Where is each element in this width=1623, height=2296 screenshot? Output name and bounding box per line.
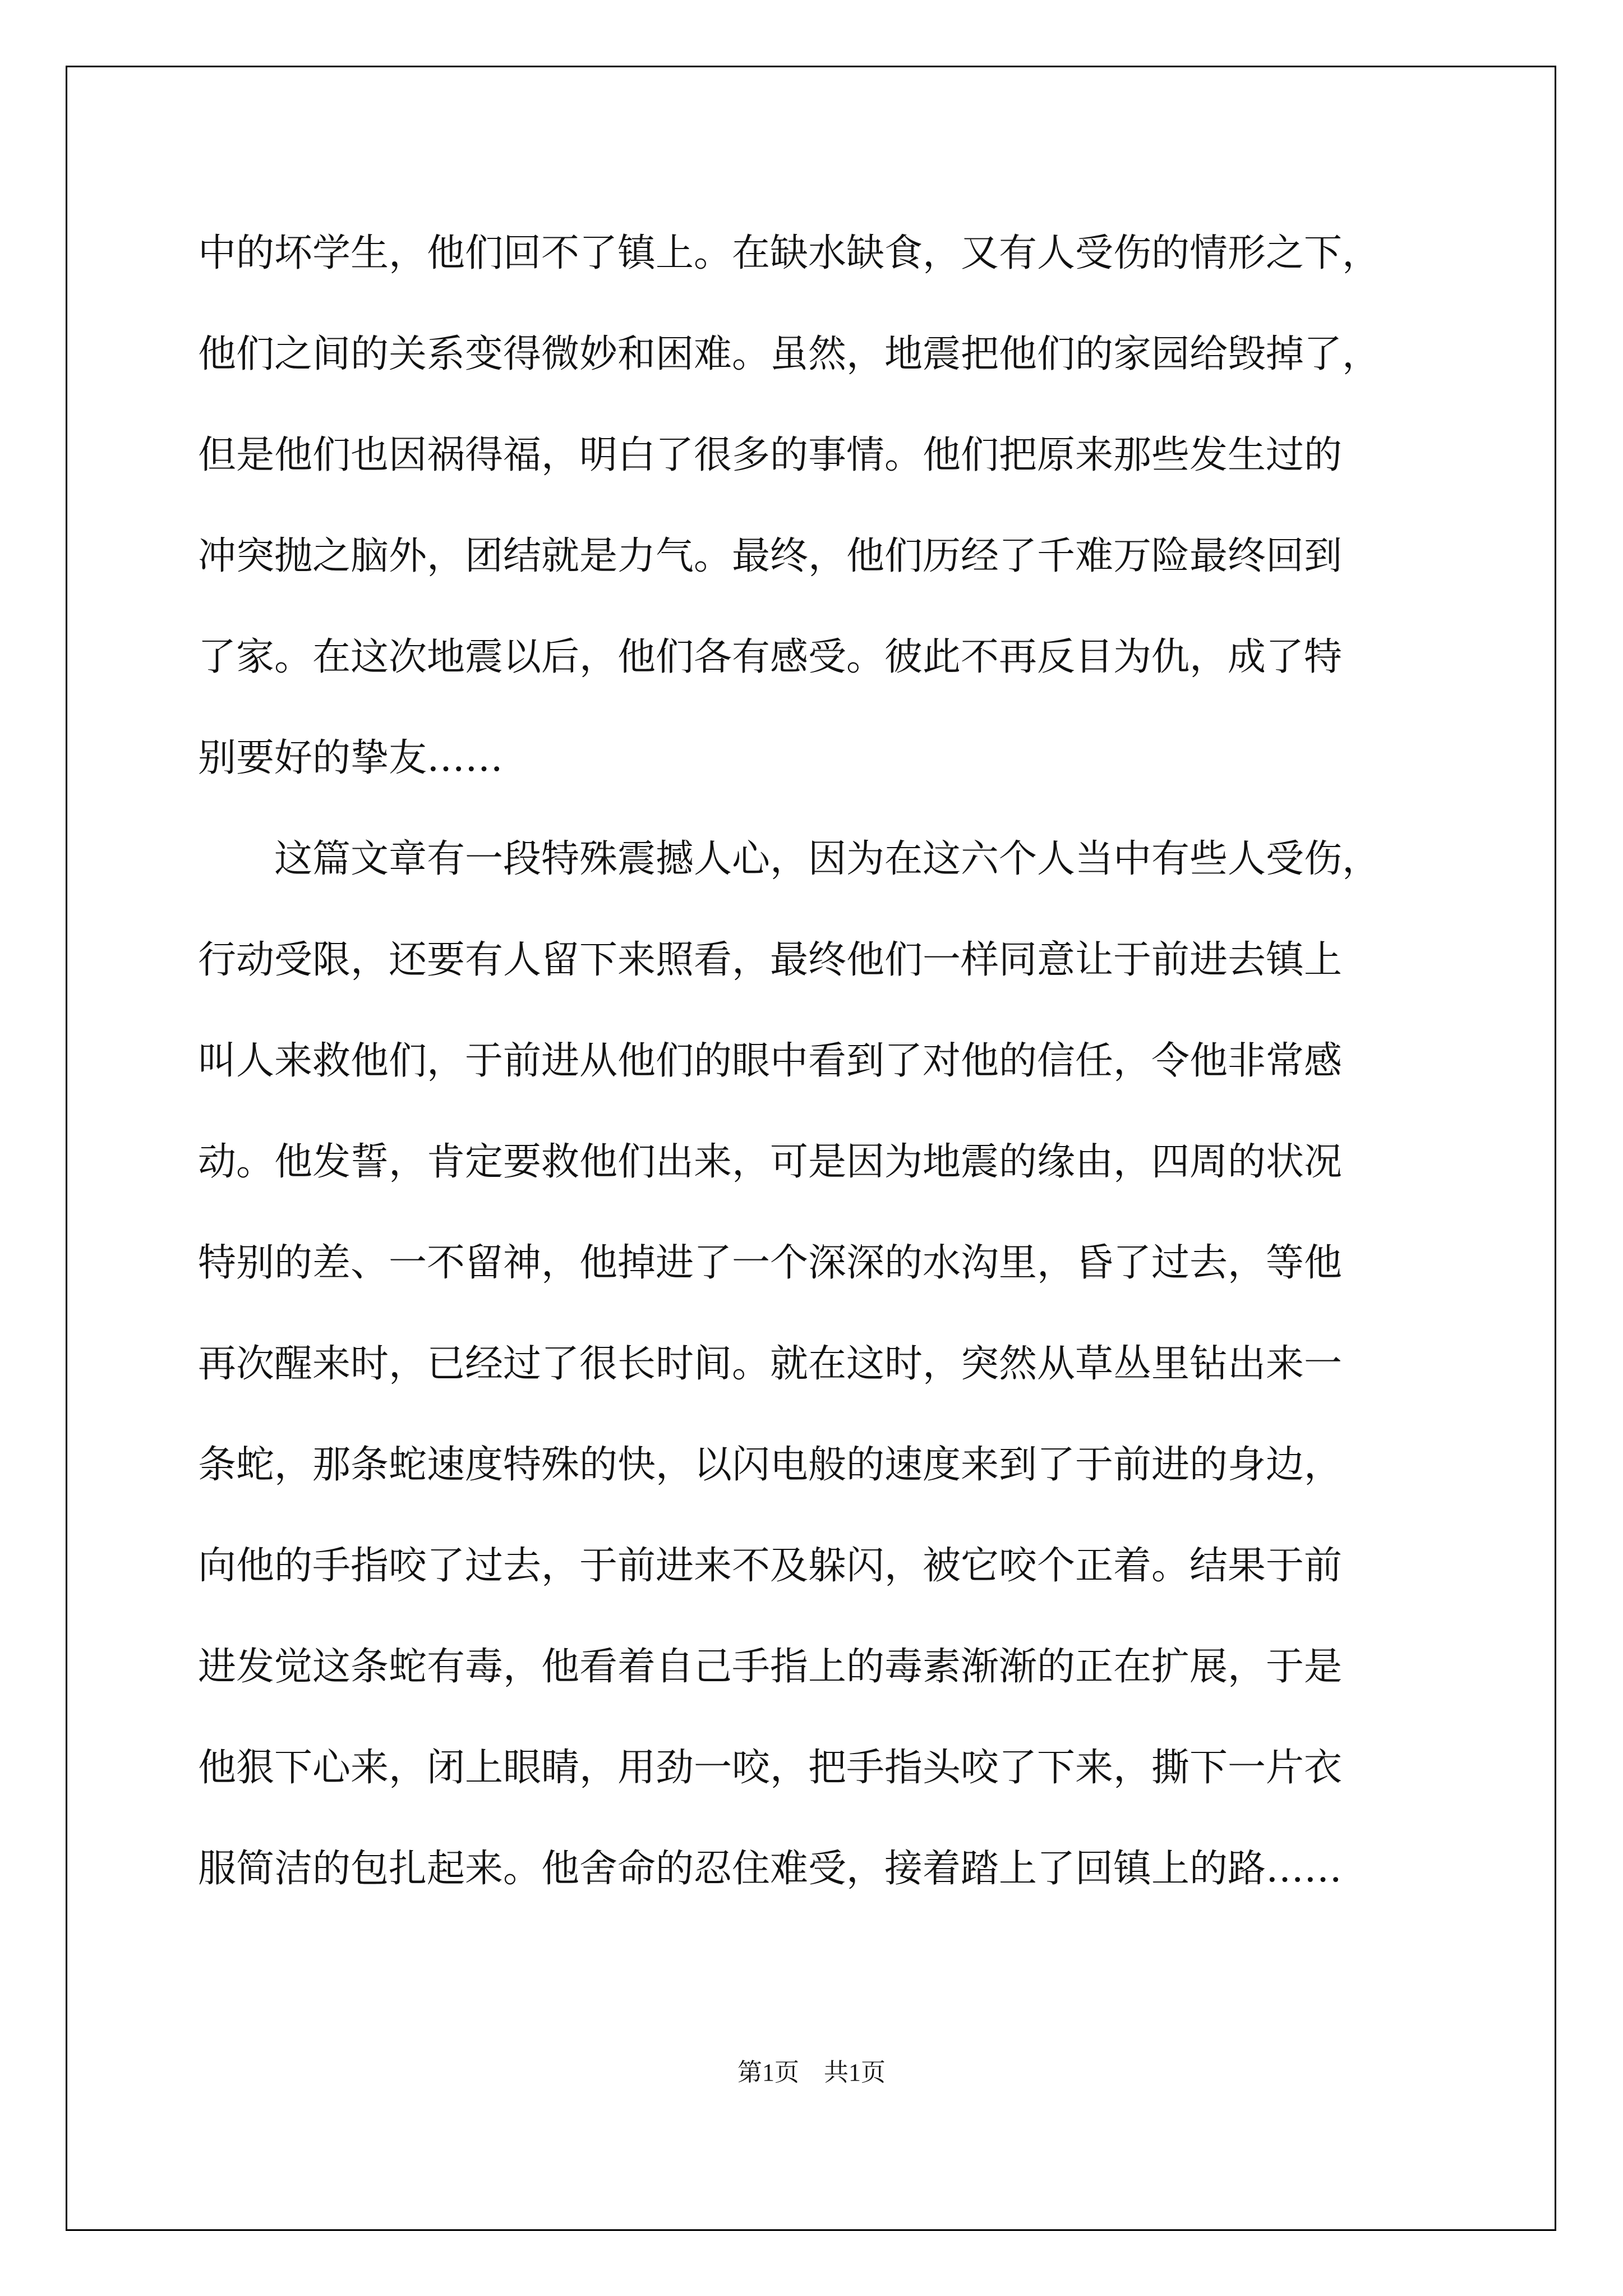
text-line: 进发觉这条蛇有毒，他看着自己手指上的毒素渐渐的正在扩展，于是 — [198, 1645, 1343, 1689]
text-line: 特别的差、一不留神，他掉进了一个深深的水沟里，昏了过去，等他 — [198, 1241, 1343, 1285]
text-line: 别要好的挚友…… — [198, 736, 504, 780]
text-line: 了家。在这次地震以后，他们各有感受。彼此不再反目为仇，成了特 — [198, 635, 1343, 679]
text-line: 他们之间的关系变得微妙和困难。虽然，地震把他们的家园给毁掉了， — [198, 332, 1381, 376]
text-line: 再次醒来时，已经过了很长时间。就在这时，突然从草丛里钻出来一 — [198, 1342, 1343, 1386]
text-line: 行动受限，还要有人留下来照看，最终他们一样同意让于前进去镇上 — [198, 938, 1343, 982]
text-line: 这篇文章有一段特殊震撼人心，因为在这六个人当中有些人受伤， — [198, 837, 1381, 881]
text-line: 条蛇，那条蛇速度特殊的快，以闪电般的速度来到了于前进的身边， — [198, 1443, 1343, 1487]
text-line: 他狠下心来，闭上眼睛，用劲一咬，把手指头咬了下来，撕下一片衣 — [198, 1746, 1343, 1790]
text-line: 动。他发誓，肯定要救他们出来，可是因为地震的缘由，四周的状况 — [198, 1140, 1343, 1184]
text-line: 但是他们也因祸得福，明白了很多的事情。他们把原来那些发生过的 — [198, 433, 1343, 477]
text-line: 服简洁的包扎起来。他舍命的忍住难受，接着踏上了回镇上的路…… — [198, 1847, 1343, 1891]
text-line: 中的坏学生，他们回不了镇上。在缺水缺食，又有人受伤的情形之下， — [198, 231, 1381, 275]
page-footer: 第1页 共1页 — [737, 2059, 886, 2086]
text-line: 叫人来救他们，于前进从他们的眼中看到了对他的信任，令他非常感 — [198, 1039, 1343, 1083]
text-line: 向他的手指咬了过去，于前进来不及躲闪，被它咬个正着。结果于前 — [198, 1544, 1343, 1588]
text-line: 冲突抛之脑外，团结就是力气。最终，他们历经了千难万险最终回到 — [198, 534, 1343, 578]
